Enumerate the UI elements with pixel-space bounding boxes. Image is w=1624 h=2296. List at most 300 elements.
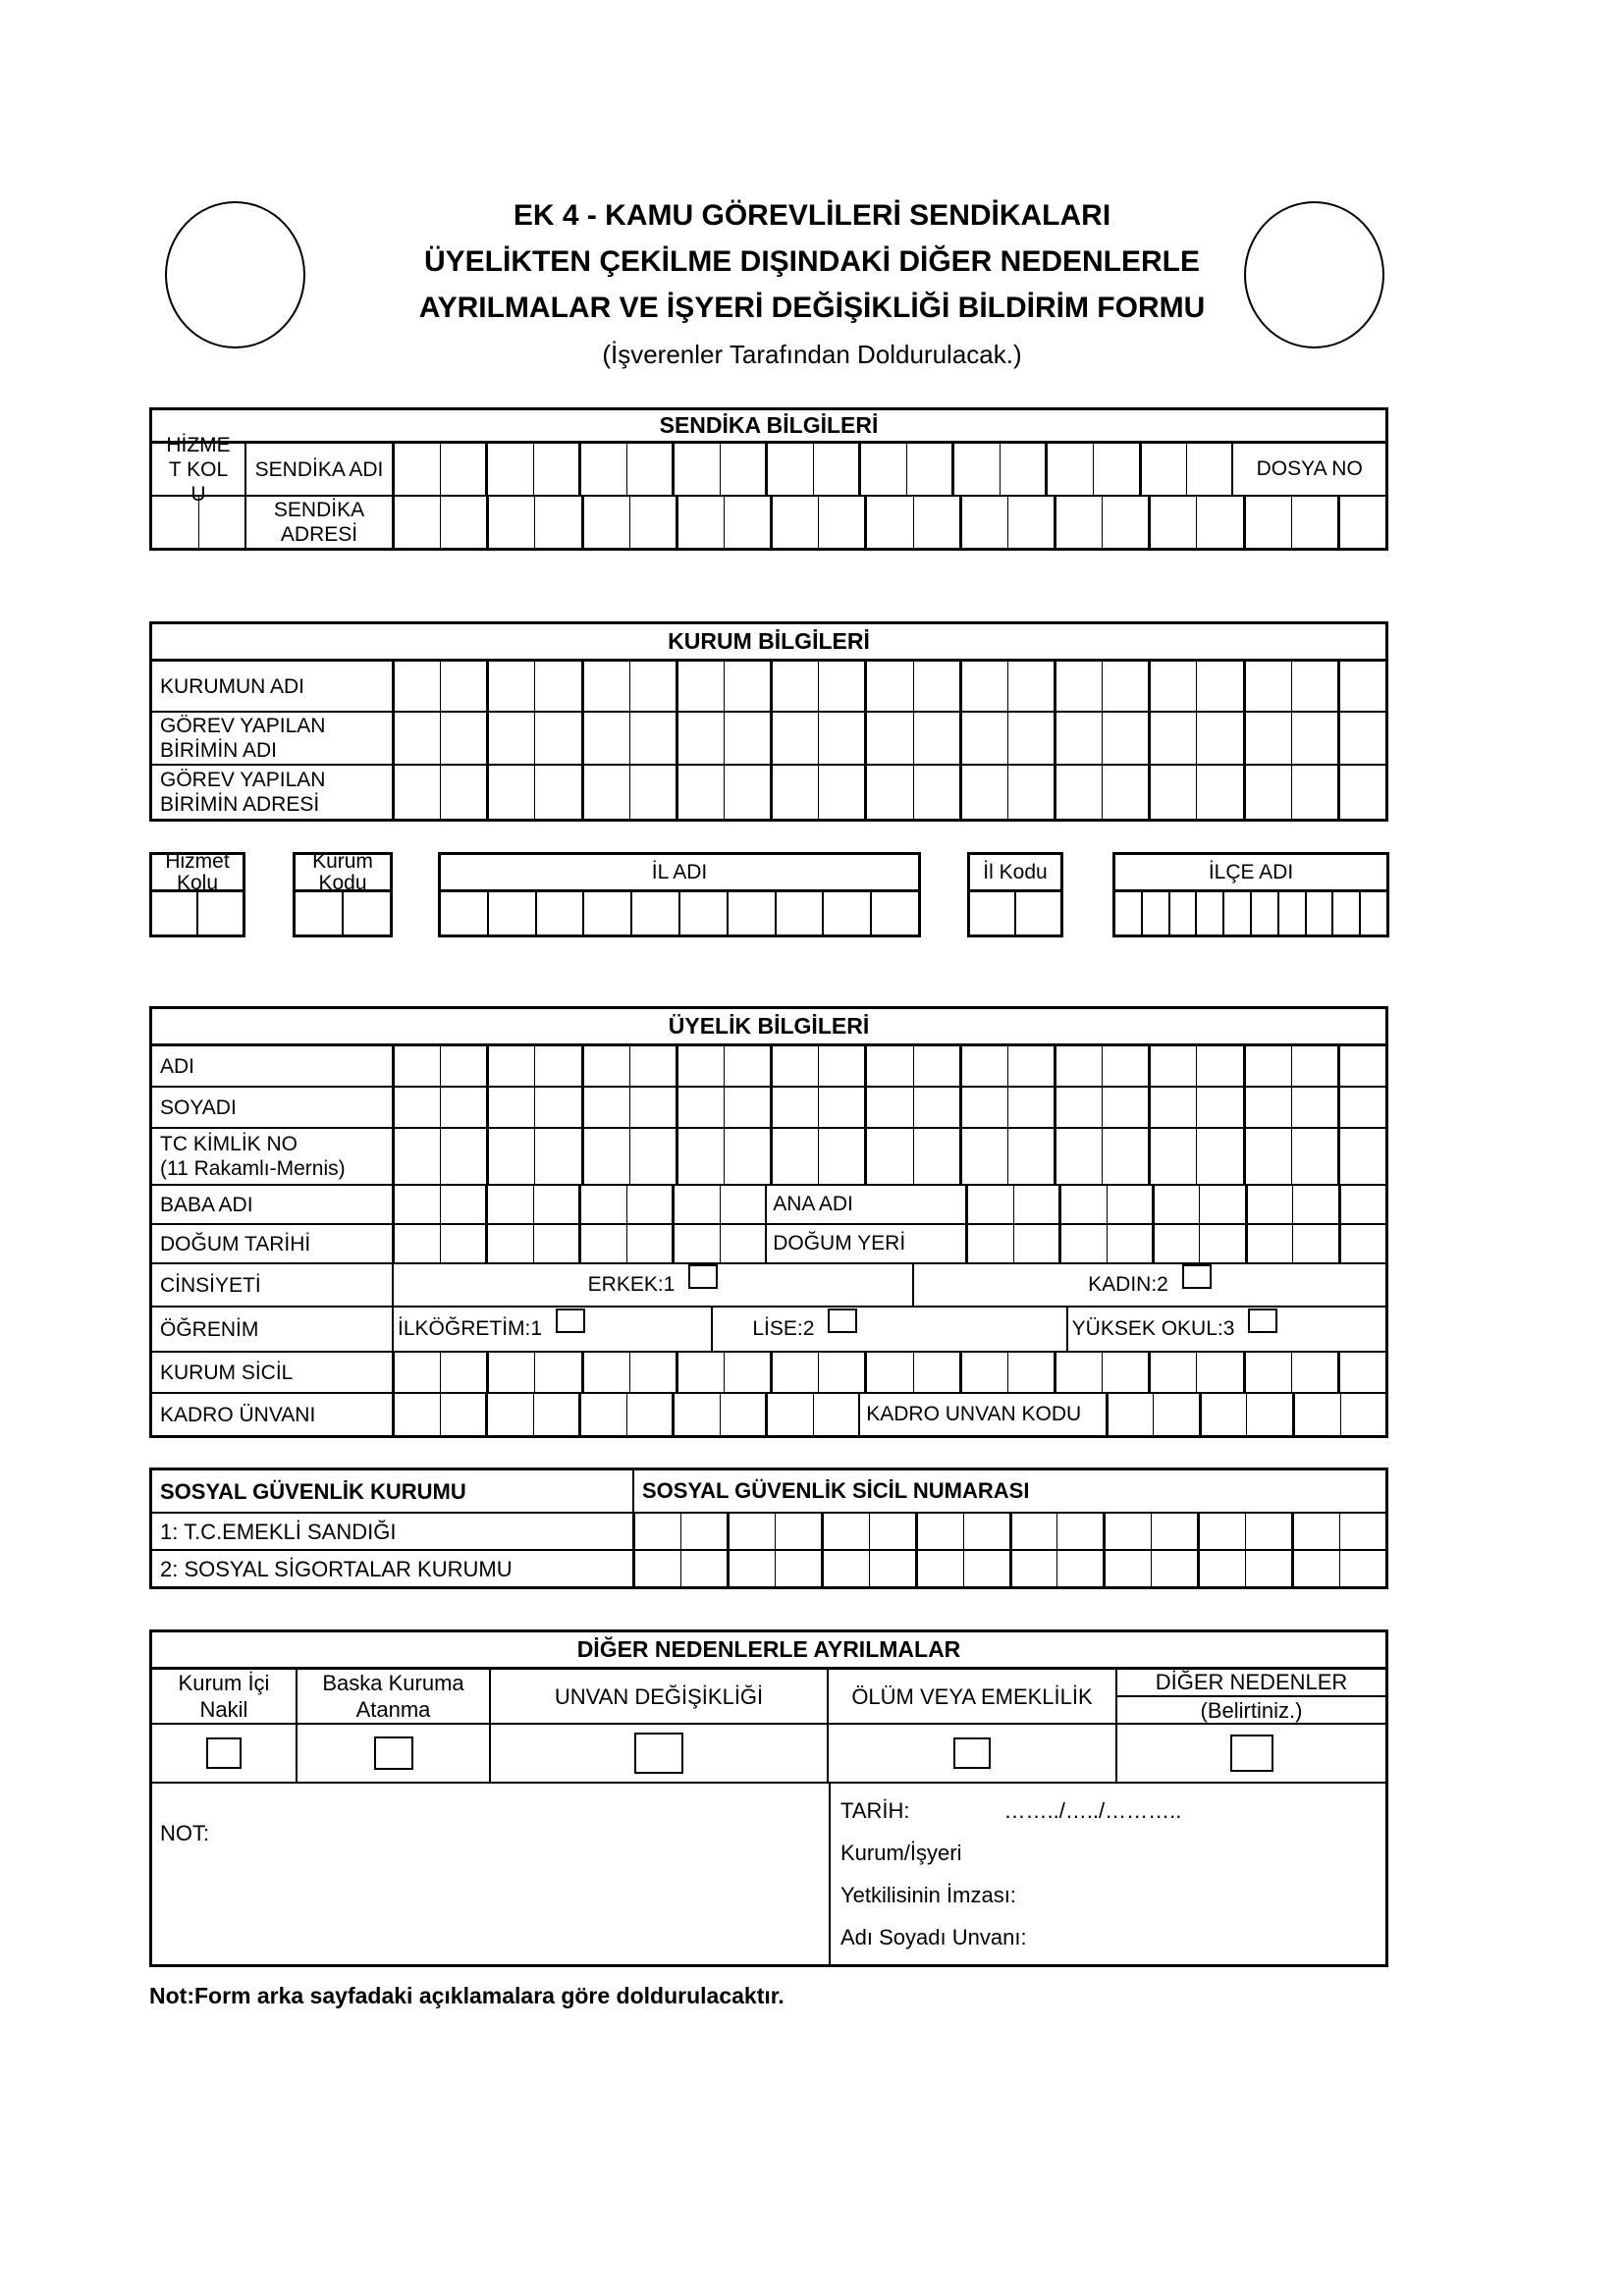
char-box[interactable]	[818, 1353, 864, 1392]
char-box[interactable]	[1340, 1394, 1386, 1435]
char-box[interactable]	[1103, 1551, 1151, 1586]
char-box[interactable]	[724, 713, 770, 764]
char-box[interactable]	[392, 444, 440, 495]
char-box[interactable]	[770, 1088, 818, 1127]
char-box[interactable]	[440, 1129, 486, 1184]
char-box[interactable]	[963, 1551, 1009, 1586]
char-box[interactable]	[1196, 1129, 1242, 1184]
char-box[interactable]	[486, 1353, 534, 1392]
char-box[interactable]	[441, 892, 487, 934]
ilkogretim-checkbox[interactable]	[556, 1308, 585, 1333]
char-box[interactable]	[1106, 1394, 1154, 1435]
char-box[interactable]	[822, 892, 870, 934]
char-box[interactable]	[1056, 1551, 1103, 1586]
char-box[interactable]	[770, 766, 818, 819]
char-box[interactable]	[1292, 1186, 1337, 1223]
char-box[interactable]	[1139, 444, 1187, 495]
char-box[interactable]	[629, 1088, 676, 1127]
char-box[interactable]	[1305, 892, 1332, 934]
char-box[interactable]	[632, 1514, 680, 1549]
char-box[interactable]	[534, 1129, 580, 1184]
char-box[interactable]	[1148, 1088, 1196, 1127]
char-box[interactable]	[906, 444, 952, 495]
char-box[interactable]	[581, 1353, 629, 1392]
char-box[interactable]	[864, 713, 912, 764]
char-box[interactable]	[727, 1514, 775, 1549]
char-box[interactable]	[1007, 1046, 1054, 1086]
char-box[interactable]	[1243, 1353, 1291, 1392]
char-box[interactable]	[1250, 892, 1277, 934]
kurum-ici-nakil-checkbox[interactable]	[206, 1737, 242, 1769]
char-box[interactable]	[578, 1186, 626, 1223]
char-box[interactable]	[629, 1353, 676, 1392]
char-box[interactable]	[818, 766, 864, 819]
char-box[interactable]	[959, 1046, 1007, 1086]
char-box[interactable]	[951, 444, 1000, 495]
char-box[interactable]	[1196, 713, 1242, 764]
char-box[interactable]	[1246, 1394, 1292, 1435]
char-box[interactable]	[626, 444, 673, 495]
char-box[interactable]	[581, 1088, 629, 1127]
char-box[interactable]	[486, 662, 534, 711]
char-box[interactable]	[963, 1514, 1009, 1549]
char-box[interactable]	[534, 662, 580, 711]
char-box[interactable]	[870, 892, 918, 934]
char-box[interactable]	[676, 1129, 724, 1184]
char-box[interactable]	[533, 1225, 579, 1262]
char-box[interactable]	[676, 766, 724, 819]
char-box[interactable]	[821, 1551, 869, 1586]
char-box[interactable]	[485, 1225, 533, 1262]
olum-veya-emeklilik-checkbox[interactable]	[953, 1737, 991, 1769]
char-box[interactable]	[770, 1353, 818, 1392]
char-box[interactable]	[959, 713, 1007, 764]
char-box[interactable]	[765, 1394, 813, 1435]
char-box[interactable]	[1014, 892, 1060, 934]
char-box[interactable]	[440, 444, 486, 495]
char-box[interactable]	[858, 444, 906, 495]
char-box[interactable]	[1054, 713, 1102, 764]
char-box[interactable]	[581, 1129, 629, 1184]
char-box[interactable]	[1337, 1046, 1385, 1086]
char-box[interactable]	[913, 662, 959, 711]
char-box[interactable]	[959, 497, 1007, 548]
char-box[interactable]	[818, 497, 864, 548]
char-box[interactable]	[1291, 1046, 1337, 1086]
char-box[interactable]	[486, 713, 534, 764]
baska-kuruma-atanma-checkbox[interactable]	[374, 1736, 413, 1770]
char-box[interactable]	[727, 892, 775, 934]
char-box[interactable]	[1339, 1514, 1385, 1549]
char-box[interactable]	[775, 1551, 821, 1586]
char-box[interactable]	[770, 662, 818, 711]
char-box[interactable]	[770, 1129, 818, 1184]
char-box[interactable]	[578, 1225, 626, 1262]
char-box[interactable]	[626, 1394, 673, 1435]
char-box[interactable]	[1054, 1046, 1102, 1086]
char-box[interactable]	[1337, 1129, 1385, 1184]
char-box[interactable]	[629, 1129, 676, 1184]
char-box[interactable]	[629, 713, 676, 764]
char-box[interactable]	[1222, 892, 1250, 934]
char-box[interactable]	[959, 1088, 1007, 1127]
char-box[interactable]	[392, 713, 440, 764]
char-box[interactable]	[864, 1129, 912, 1184]
char-box[interactable]	[915, 1551, 963, 1586]
char-box[interactable]	[630, 892, 678, 934]
char-box[interactable]	[672, 1394, 720, 1435]
char-box[interactable]	[1243, 1088, 1291, 1127]
char-box[interactable]	[440, 497, 486, 548]
char-box[interactable]	[864, 766, 912, 819]
char-box[interactable]	[485, 1394, 533, 1435]
char-box[interactable]	[1107, 1225, 1152, 1262]
char-box[interactable]	[770, 1046, 818, 1086]
char-box[interactable]	[1148, 497, 1196, 548]
char-box[interactable]	[1243, 1129, 1291, 1184]
char-box[interactable]	[1196, 1046, 1242, 1086]
char-box[interactable]	[1245, 1186, 1292, 1223]
char-box[interactable]	[1007, 1353, 1054, 1392]
char-box[interactable]	[678, 892, 727, 934]
char-box[interactable]	[440, 662, 486, 711]
char-box[interactable]	[1148, 662, 1196, 711]
char-box[interactable]	[1291, 1551, 1339, 1586]
char-box[interactable]	[1243, 662, 1291, 711]
char-box[interactable]	[1337, 766, 1385, 819]
char-box[interactable]	[818, 1088, 864, 1127]
char-box[interactable]	[1291, 766, 1337, 819]
char-box[interactable]	[727, 1551, 775, 1586]
char-box[interactable]	[959, 766, 1007, 819]
char-box[interactable]	[1054, 662, 1102, 711]
char-box[interactable]	[724, 1046, 770, 1086]
char-box[interactable]	[629, 766, 676, 819]
char-box[interactable]	[1196, 766, 1242, 819]
char-box[interactable]	[1102, 662, 1148, 711]
char-box[interactable]	[629, 1046, 676, 1086]
char-box[interactable]	[1102, 1353, 1148, 1392]
char-box[interactable]	[1153, 1394, 1199, 1435]
char-box[interactable]	[296, 892, 342, 934]
char-box[interactable]	[1199, 1394, 1247, 1435]
char-box[interactable]	[913, 1046, 959, 1086]
char-box[interactable]	[392, 1394, 440, 1435]
char-box[interactable]	[676, 662, 724, 711]
char-box[interactable]	[720, 444, 766, 495]
char-box[interactable]	[1245, 1551, 1291, 1586]
char-box[interactable]	[486, 1129, 534, 1184]
char-box[interactable]	[1337, 713, 1385, 764]
char-box[interactable]	[533, 1186, 579, 1223]
char-box[interactable]	[1054, 1353, 1102, 1392]
char-box[interactable]	[578, 1394, 626, 1435]
char-box[interactable]	[1148, 1129, 1196, 1184]
char-box[interactable]	[1151, 1551, 1197, 1586]
char-box[interactable]	[1148, 766, 1196, 819]
char-box[interactable]	[440, 766, 486, 819]
char-box[interactable]	[485, 1186, 533, 1223]
char-box[interactable]	[632, 1551, 680, 1586]
char-box[interactable]	[1359, 892, 1386, 934]
char-box[interactable]	[1292, 1394, 1340, 1435]
char-box[interactable]	[1058, 1186, 1106, 1223]
char-box[interactable]	[676, 713, 724, 764]
char-box[interactable]	[152, 497, 198, 548]
lise-checkbox[interactable]	[828, 1308, 857, 1333]
char-box[interactable]	[1337, 662, 1385, 711]
char-box[interactable]	[1107, 1186, 1152, 1223]
char-box[interactable]	[1338, 1225, 1385, 1262]
char-box[interactable]	[1245, 1514, 1291, 1549]
char-box[interactable]	[1000, 444, 1046, 495]
char-box[interactable]	[392, 1225, 440, 1262]
char-box[interactable]	[720, 1225, 766, 1262]
char-box[interactable]	[913, 497, 959, 548]
char-box[interactable]	[1196, 662, 1242, 711]
char-box[interactable]	[818, 662, 864, 711]
char-box[interactable]	[534, 1046, 580, 1086]
char-box[interactable]	[1148, 1046, 1196, 1086]
char-box[interactable]	[1245, 1225, 1292, 1262]
char-box[interactable]	[813, 1394, 859, 1435]
char-box[interactable]	[724, 497, 770, 548]
char-box[interactable]	[1102, 1129, 1148, 1184]
char-box[interactable]	[864, 1353, 912, 1392]
char-box[interactable]	[913, 713, 959, 764]
char-box[interactable]	[440, 1394, 486, 1435]
char-box[interactable]	[392, 662, 440, 711]
char-box[interactable]	[1197, 1551, 1245, 1586]
char-box[interactable]	[440, 713, 486, 764]
char-box[interactable]	[486, 497, 534, 548]
yuksek-okul-checkbox[interactable]	[1248, 1308, 1277, 1333]
char-box[interactable]	[1102, 1046, 1148, 1086]
char-box[interactable]	[1331, 892, 1359, 934]
char-box[interactable]	[1102, 497, 1148, 548]
char-box[interactable]	[533, 1394, 579, 1435]
char-box[interactable]	[440, 1225, 486, 1262]
char-box[interactable]	[1199, 1186, 1244, 1223]
char-box[interactable]	[1115, 892, 1141, 934]
char-box[interactable]	[1054, 497, 1102, 548]
char-box[interactable]	[864, 662, 912, 711]
char-box[interactable]	[1013, 1186, 1058, 1223]
char-box[interactable]	[1291, 713, 1337, 764]
char-box[interactable]	[1141, 892, 1168, 934]
char-box[interactable]	[1148, 713, 1196, 764]
char-box[interactable]	[676, 1353, 724, 1392]
char-box[interactable]	[913, 766, 959, 819]
char-box[interactable]	[629, 662, 676, 711]
char-box[interactable]	[1196, 497, 1242, 548]
char-box[interactable]	[818, 713, 864, 764]
char-box[interactable]	[965, 1186, 1012, 1223]
char-box[interactable]	[1152, 1186, 1199, 1223]
char-box[interactable]	[534, 1088, 580, 1127]
char-box[interactable]	[1168, 892, 1196, 934]
char-box[interactable]	[1337, 1088, 1385, 1127]
char-box[interactable]	[533, 444, 579, 495]
char-box[interactable]	[392, 1186, 440, 1223]
char-box[interactable]	[1243, 713, 1291, 764]
char-box[interactable]	[1339, 1551, 1385, 1586]
char-box[interactable]	[1277, 892, 1305, 934]
char-box[interactable]	[913, 1129, 959, 1184]
char-box[interactable]	[1009, 1514, 1057, 1549]
char-box[interactable]	[1013, 1225, 1058, 1262]
char-box[interactable]	[534, 497, 580, 548]
char-box[interactable]	[1291, 1129, 1337, 1184]
char-box[interactable]	[440, 1046, 486, 1086]
char-box[interactable]	[720, 1186, 766, 1223]
char-box[interactable]	[813, 444, 859, 495]
char-box[interactable]	[440, 1186, 486, 1223]
char-box[interactable]	[626, 1186, 673, 1223]
char-box[interactable]	[770, 497, 818, 548]
char-box[interactable]	[1102, 713, 1148, 764]
char-box[interactable]	[1102, 1088, 1148, 1127]
char-box[interactable]	[869, 1551, 915, 1586]
unvan-degisikligi-checkbox[interactable]	[634, 1733, 683, 1774]
char-box[interactable]	[1007, 766, 1054, 819]
char-box[interactable]	[913, 1088, 959, 1127]
char-box[interactable]	[821, 1514, 869, 1549]
char-box[interactable]	[581, 1046, 629, 1086]
char-box[interactable]	[1292, 1225, 1337, 1262]
char-box[interactable]	[724, 1353, 770, 1392]
char-box[interactable]	[578, 444, 626, 495]
char-box[interactable]	[676, 1088, 724, 1127]
char-box[interactable]	[775, 1514, 821, 1549]
char-box[interactable]	[1196, 1353, 1242, 1392]
char-box[interactable]	[392, 1129, 440, 1184]
char-box[interactable]	[581, 713, 629, 764]
char-box[interactable]	[629, 497, 676, 548]
char-box[interactable]	[1054, 1129, 1102, 1184]
char-box[interactable]	[486, 1088, 534, 1127]
char-box[interactable]	[864, 1046, 912, 1086]
char-box[interactable]	[680, 1551, 727, 1586]
char-box[interactable]	[440, 1088, 486, 1127]
char-box[interactable]	[626, 1225, 673, 1262]
char-box[interactable]	[680, 1514, 727, 1549]
char-box[interactable]	[581, 662, 629, 711]
char-box[interactable]	[1093, 444, 1139, 495]
char-box[interactable]	[965, 1225, 1012, 1262]
char-box[interactable]	[765, 444, 813, 495]
char-box[interactable]	[534, 766, 580, 819]
char-box[interactable]	[1291, 497, 1337, 548]
char-box[interactable]	[1007, 662, 1054, 711]
char-box[interactable]	[869, 1514, 915, 1549]
char-box[interactable]	[676, 497, 724, 548]
char-box[interactable]	[581, 497, 629, 548]
char-box[interactable]	[1009, 1551, 1057, 1586]
char-box[interactable]	[770, 713, 818, 764]
char-box[interactable]	[818, 1129, 864, 1184]
char-box[interactable]	[1056, 1514, 1103, 1549]
char-box[interactable]	[486, 1046, 534, 1086]
char-box[interactable]	[864, 497, 912, 548]
char-box[interactable]	[1148, 1353, 1196, 1392]
char-box[interactable]	[534, 713, 580, 764]
char-box[interactable]	[720, 1394, 766, 1435]
char-box[interactable]	[1338, 1186, 1385, 1223]
char-box[interactable]	[1152, 1225, 1199, 1262]
char-box[interactable]	[1197, 1514, 1245, 1549]
char-box[interactable]	[672, 1225, 720, 1262]
char-box[interactable]	[724, 766, 770, 819]
char-box[interactable]	[913, 1353, 959, 1392]
char-box[interactable]	[196, 892, 243, 934]
char-box[interactable]	[392, 1088, 440, 1127]
char-box[interactable]	[672, 444, 720, 495]
char-box[interactable]	[392, 1046, 440, 1086]
char-box[interactable]	[392, 766, 440, 819]
char-box[interactable]	[1243, 497, 1291, 548]
char-box[interactable]	[1196, 1088, 1242, 1127]
char-box[interactable]	[724, 1088, 770, 1127]
char-box[interactable]	[1291, 1514, 1339, 1549]
char-box[interactable]	[1291, 1088, 1337, 1127]
char-box[interactable]	[1243, 1046, 1291, 1086]
char-box[interactable]	[152, 892, 196, 934]
char-box[interactable]	[535, 892, 583, 934]
char-box[interactable]	[440, 1353, 486, 1392]
char-box[interactable]	[1007, 713, 1054, 764]
char-box[interactable]	[1337, 497, 1385, 548]
char-box[interactable]	[485, 444, 533, 495]
char-box[interactable]	[534, 1353, 580, 1392]
char-box[interactable]	[864, 1088, 912, 1127]
char-box[interactable]	[342, 892, 390, 934]
char-box[interactable]	[1058, 1225, 1106, 1262]
kadin-checkbox[interactable]	[1182, 1264, 1212, 1289]
char-box[interactable]	[581, 766, 629, 819]
char-box[interactable]	[959, 1353, 1007, 1392]
char-box[interactable]	[1007, 497, 1054, 548]
char-box[interactable]	[1102, 766, 1148, 819]
char-box[interactable]	[198, 497, 245, 548]
char-box[interactable]	[724, 1129, 770, 1184]
char-box[interactable]	[1103, 1514, 1151, 1549]
char-box[interactable]	[775, 892, 823, 934]
char-box[interactable]	[1291, 662, 1337, 711]
char-box[interactable]	[818, 1046, 864, 1086]
char-box[interactable]	[672, 1186, 720, 1223]
char-box[interactable]	[724, 662, 770, 711]
char-box[interactable]	[1045, 444, 1093, 495]
char-box[interactable]	[970, 892, 1014, 934]
char-box[interactable]	[1007, 1088, 1054, 1127]
char-box[interactable]	[1007, 1129, 1054, 1184]
char-box[interactable]	[1195, 892, 1222, 934]
char-box[interactable]	[959, 662, 1007, 711]
char-box[interactable]	[676, 1046, 724, 1086]
char-box[interactable]	[1243, 766, 1291, 819]
char-box[interactable]	[1291, 1353, 1337, 1392]
char-box[interactable]	[915, 1514, 963, 1549]
char-box[interactable]	[1199, 1225, 1244, 1262]
char-box[interactable]	[487, 892, 535, 934]
char-box[interactable]	[486, 766, 534, 819]
char-box[interactable]	[1054, 1088, 1102, 1127]
char-box[interactable]	[1151, 1514, 1197, 1549]
char-box[interactable]	[1054, 766, 1102, 819]
char-box[interactable]	[1337, 1353, 1385, 1392]
diger-nedenler-checkbox[interactable]	[1230, 1735, 1273, 1772]
